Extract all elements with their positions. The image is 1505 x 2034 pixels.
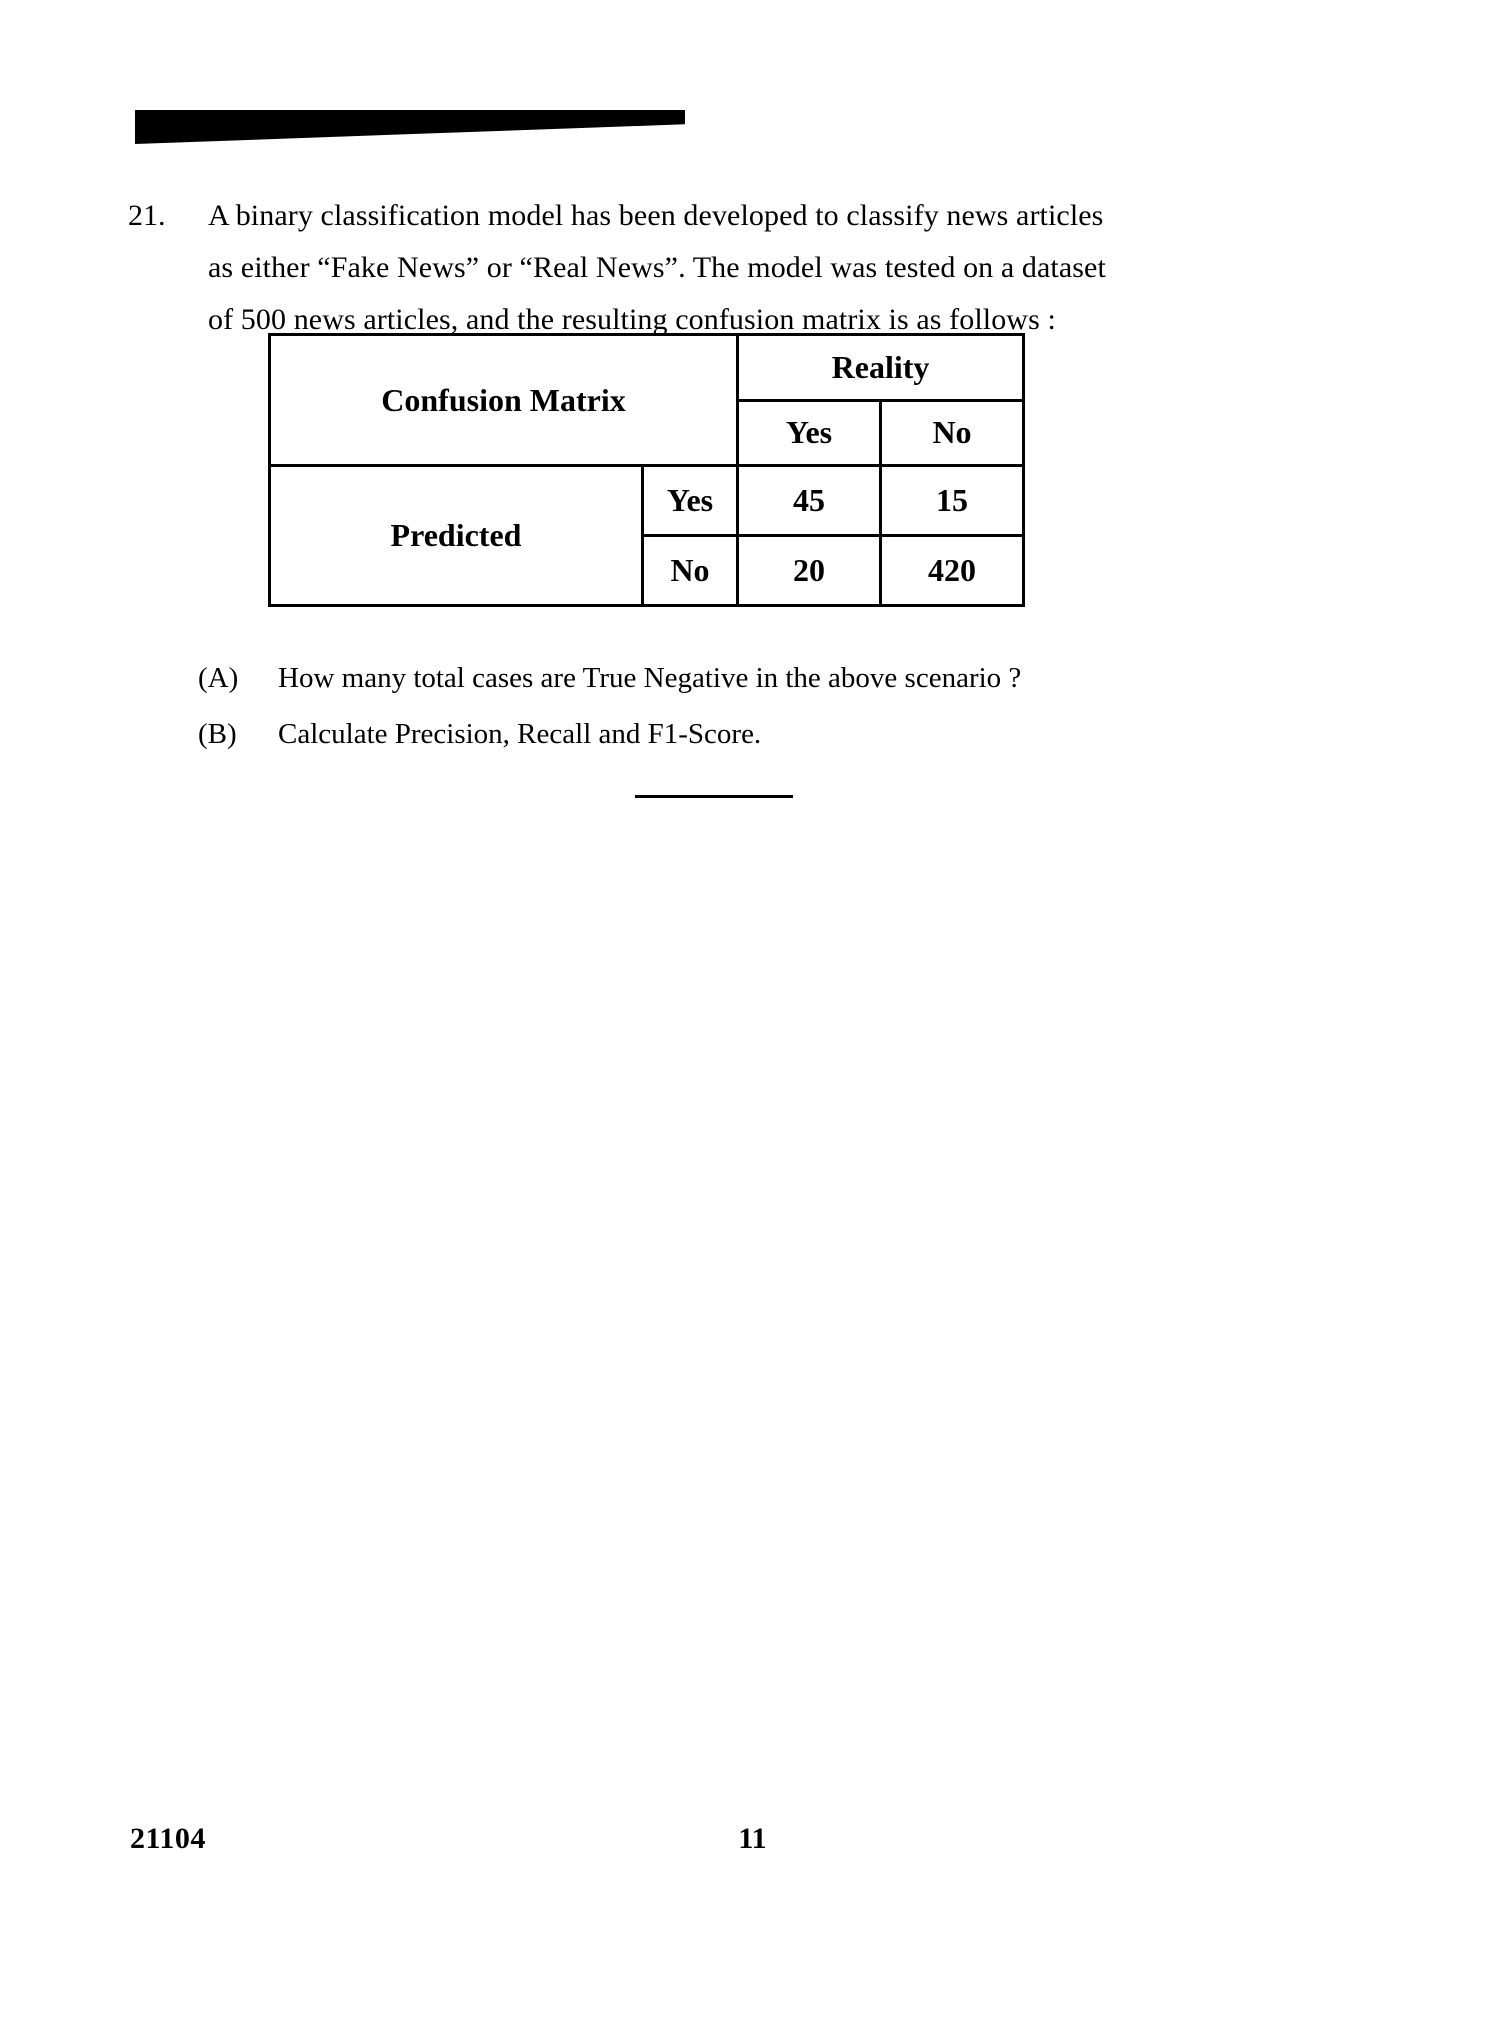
subquestion-b-label: (B) <box>198 718 237 750</box>
matrix-title-cell: Confusion Matrix <box>270 335 738 466</box>
question-row <box>128 190 1318 346</box>
cell-true-positive: 45 <box>738 466 881 536</box>
predicted-yes-label: Yes <box>643 466 738 536</box>
predicted-no-label: No <box>643 536 738 606</box>
question-number: 21. <box>128 199 166 232</box>
subquestions <box>198 655 1318 767</box>
list-item <box>198 655 1318 701</box>
table-row <box>270 335 1024 401</box>
subquestion-a-text: How many total cases are True Negative in the above scenario ? <box>278 662 1022 694</box>
header-redaction-bar <box>135 110 685 144</box>
cell-true-negative: 420 <box>881 536 1024 606</box>
cell-false-negative: 20 <box>738 536 881 606</box>
table-row <box>270 466 1024 536</box>
predicted-group-label: Predicted <box>270 466 643 606</box>
reality-header-cell: Reality <box>738 335 1024 401</box>
paper-code: 21104 <box>130 1822 206 1855</box>
list-item <box>198 711 1318 757</box>
question-line-1: A binary classification model has been developed to classify news articles <box>208 199 1104 232</box>
section-end-rule <box>635 795 793 798</box>
cell-false-positive: 15 <box>881 466 1024 536</box>
confusion-matrix-table <box>268 333 1025 607</box>
question-21 <box>128 190 1318 346</box>
question-line-2: as either “Fake News” or “Real News”. The model was tested on a dataset <box>208 251 1106 284</box>
reality-no-header: No <box>881 400 1024 466</box>
reality-yes-header: Yes <box>738 400 881 466</box>
question-line-3: of 500 news articles, and the resulting confusion matrix is as follows : <box>208 303 1056 336</box>
question-text <box>208 190 1318 346</box>
subquestion-b-text: Calculate Precision, Recall and F1-Score. <box>278 718 762 750</box>
page-number: 11 <box>738 1822 767 1855</box>
subquestion-a-label: (A) <box>198 662 239 694</box>
